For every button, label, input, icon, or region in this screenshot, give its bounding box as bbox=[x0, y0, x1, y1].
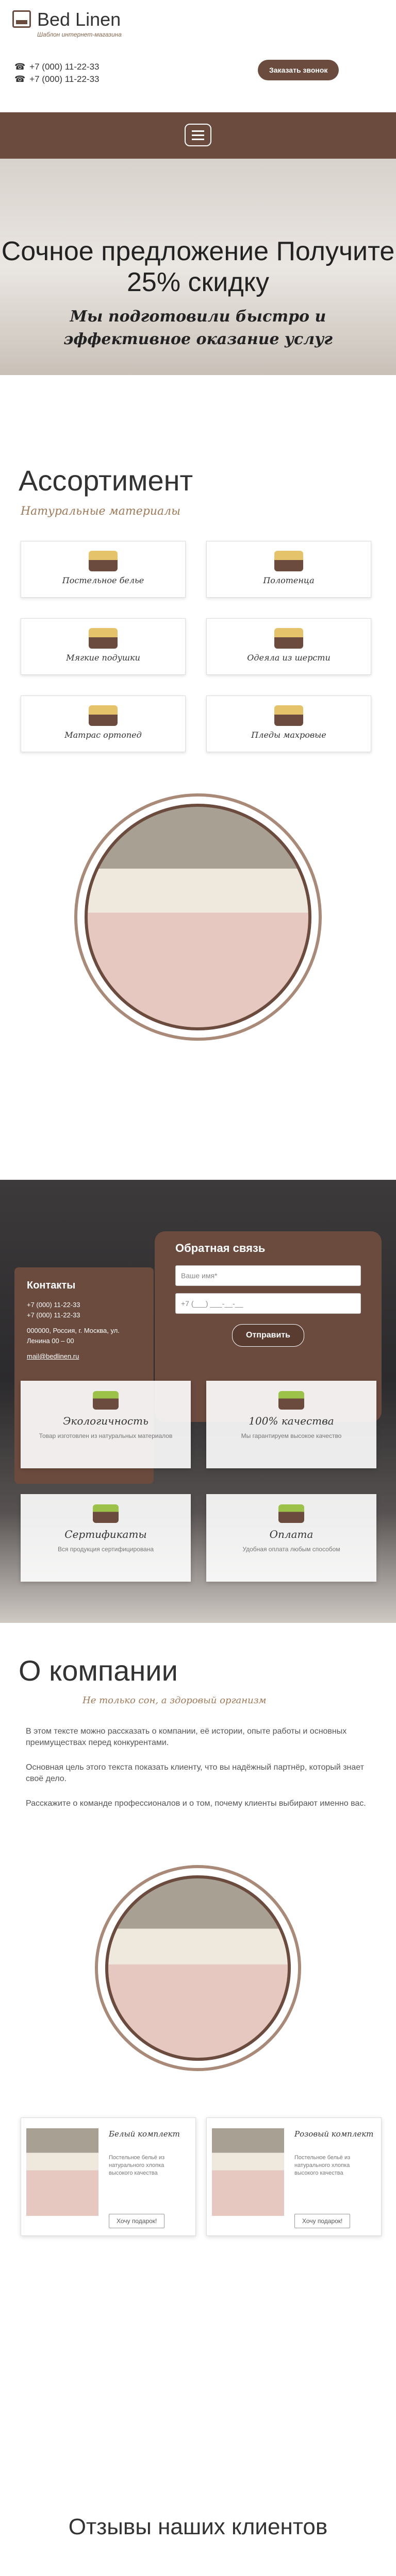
gift-button[interactable]: Хочу подарок! bbox=[109, 2214, 164, 2228]
phone-icon: ☎ bbox=[14, 62, 26, 72]
card-label: Матрас ортопед bbox=[64, 730, 142, 740]
assortment-card[interactable] bbox=[21, 696, 186, 752]
product-card bbox=[21, 2117, 196, 2236]
call-request-button[interactable]: Заказать звонок bbox=[258, 60, 339, 80]
feature-title: Сертификаты bbox=[64, 1528, 147, 1540]
submit-button[interactable]: Отправить bbox=[232, 1324, 304, 1347]
towel-icon bbox=[274, 551, 303, 571]
contacts-phone-1[interactable]: +7 (000) 11-22-33 bbox=[27, 1301, 80, 1309]
product-card bbox=[206, 2117, 382, 2236]
ornament-bed-image bbox=[105, 1875, 291, 2061]
logo-subtitle: Шаблон интернет-магазина bbox=[37, 31, 122, 38]
blanket-icon bbox=[274, 628, 303, 649]
mattress-icon bbox=[89, 705, 118, 726]
card-label: Мягкие подушки bbox=[66, 653, 140, 663]
product-image bbox=[26, 2128, 98, 2216]
assortment-card[interactable] bbox=[21, 541, 186, 598]
feature-desc: Мы гарантируем высокое качество bbox=[241, 1432, 342, 1439]
header-phone-1[interactable]: +7 (000) 11-22-33 bbox=[29, 62, 100, 72]
phone-input[interactable]: +7 (___) ___-__-__ bbox=[175, 1293, 361, 1314]
contacts-email[interactable]: mail@bedlinen.ru bbox=[27, 1352, 79, 1360]
card-label: Постельное белье bbox=[62, 575, 144, 585]
product-desc: Постельное бельё из натурального хлопка высокого качества bbox=[294, 2155, 351, 2176]
eco-icon bbox=[93, 1391, 119, 1410]
assortment-card[interactable] bbox=[206, 541, 371, 598]
product-name: Белый комплект bbox=[109, 2129, 180, 2139]
assortment-card[interactable] bbox=[206, 618, 371, 675]
product-desc: Постельное бельё из натурального хлопка высокого качества bbox=[109, 2155, 165, 2176]
about-paragraph: Основная цель этого текста показать клиенту, что вы надёжный партнёр, который знает своё дело. bbox=[26, 1763, 364, 1783]
about-subtitle: Не только сон, а здоровый организм bbox=[82, 1695, 267, 1706]
bedding-icon bbox=[89, 551, 118, 571]
card-label: Полотенца bbox=[263, 575, 315, 585]
assortment-card[interactable] bbox=[21, 618, 186, 675]
logo[interactable] bbox=[12, 10, 122, 38]
feature-desc: Товар изготовлен из натуральных материалов bbox=[39, 1432, 173, 1439]
hero-subtitle: Мы подготовили быстро и эффективное оказание услуг bbox=[63, 308, 333, 348]
about-paragraph: Расскажите о команде профессионалов и о том, почему клиенты выбирают именно вас. bbox=[26, 1799, 366, 1808]
assortment-title: Ассортимент bbox=[19, 464, 193, 497]
about-title: О компании bbox=[19, 1654, 178, 1687]
name-input[interactable]: Ваше имя* bbox=[175, 1265, 361, 1286]
card-label: Пледы махровые bbox=[251, 730, 326, 740]
feature-card bbox=[21, 1381, 191, 1468]
payment-icon bbox=[278, 1504, 304, 1523]
form-title: Обратная связь bbox=[175, 1242, 266, 1255]
feature-desc: Удобная оплата любым способом bbox=[242, 1546, 340, 1553]
product-name: Розовый комплект bbox=[294, 2129, 374, 2139]
pillow-icon bbox=[89, 628, 118, 649]
quality-icon bbox=[278, 1391, 304, 1410]
assortment-subtitle: Натуральные материалы bbox=[21, 505, 181, 518]
reviews-title: Отзывы наших клиентов bbox=[43, 2514, 353, 2540]
contacts-title: Контакты bbox=[27, 1280, 76, 1291]
bed-logo-icon bbox=[12, 10, 31, 28]
contacts-phone-2[interactable]: +7 (000) 11-22-33 bbox=[27, 1311, 80, 1319]
feature-title: Экологичность bbox=[63, 1415, 148, 1427]
feature-desc: Вся продукция сертифицирована bbox=[57, 1546, 154, 1553]
phone-icon: ☎ bbox=[14, 74, 26, 84]
certificate-icon bbox=[93, 1504, 119, 1523]
card-label: Одеяла из шерсти bbox=[247, 653, 331, 663]
about-paragraph: В этом тексте можно рассказать о компании, её истории, опыте работы и основных преимуществах перед конкурентами. bbox=[26, 1727, 347, 1747]
header-phone-2[interactable]: +7 (000) 11-22-33 bbox=[29, 74, 100, 84]
plaid-icon bbox=[274, 705, 303, 726]
ornament-bed-image bbox=[85, 804, 311, 1030]
contacts-address: 000000, Россия, г. Москва, ул. Ленина 00 – 00 bbox=[27, 1327, 120, 1345]
header bbox=[0, 0, 396, 103]
feature-card bbox=[206, 1381, 376, 1468]
logo-title: Bed Linen bbox=[37, 9, 121, 30]
header-phones bbox=[14, 61, 100, 86]
menu-bar bbox=[0, 112, 396, 159]
hero-title: Сочное предложение Получите 25% скидку bbox=[1, 236, 395, 297]
feature-title: Оплата bbox=[269, 1528, 314, 1540]
feature-title: 100% качества bbox=[249, 1415, 334, 1427]
hamburger-menu-icon[interactable] bbox=[185, 124, 211, 146]
gift-button[interactable]: Хочу подарок! bbox=[294, 2214, 350, 2228]
product-image bbox=[212, 2128, 284, 2216]
hero-banner bbox=[0, 159, 396, 375]
feature-card bbox=[206, 1494, 376, 1582]
assortment-card[interactable] bbox=[206, 696, 371, 752]
feature-card bbox=[21, 1494, 191, 1582]
